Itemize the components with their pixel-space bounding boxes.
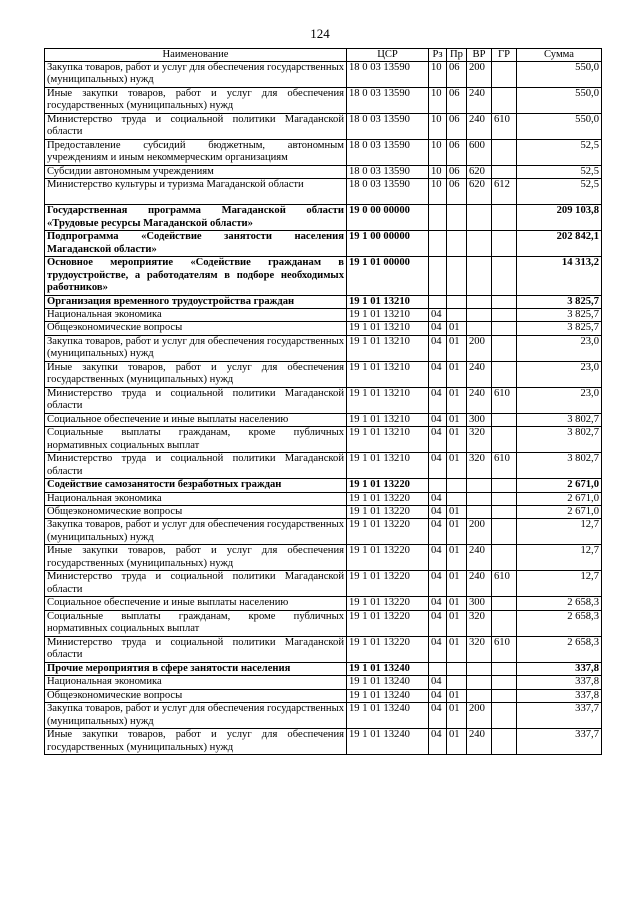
- cell-gr: 610: [492, 453, 517, 479]
- cell-sum: 337,8: [517, 689, 602, 702]
- cell-sum: 2 671,0: [517, 479, 602, 492]
- cell-pr: 01: [447, 335, 467, 361]
- cell-vr: [467, 506, 492, 519]
- cell-gr: [492, 140, 517, 166]
- cell-gr: [492, 88, 517, 114]
- cell-csr: 19 1 01 13210: [347, 295, 429, 308]
- cell-sum: 12,7: [517, 519, 602, 545]
- cell-sum: 2 658,3: [517, 610, 602, 636]
- cell-rz: 04: [429, 676, 447, 689]
- cell-gr: [492, 492, 517, 505]
- cell-pr: 01: [447, 322, 467, 335]
- cell-csr: 19 1 01 13210: [347, 453, 429, 479]
- table-row: [45, 309, 602, 322]
- cell-csr: 18 0 03 13590: [347, 88, 429, 114]
- cell-name: Министерство труда и социальной политики Магаданской области: [45, 571, 347, 597]
- table-row: [45, 387, 602, 413]
- cell-sum: 202 842,1: [517, 231, 602, 257]
- page-number: 124: [310, 26, 330, 41]
- cell-name: Закупка товаров, работ и услуг для обеспечения государственных (муниципальных) нужд: [45, 62, 347, 88]
- cell-gr: 610: [492, 636, 517, 662]
- cell-vr: 240: [467, 387, 492, 413]
- cell-vr: 240: [467, 545, 492, 571]
- cell-vr: 320: [467, 636, 492, 662]
- cell-name: Общеэкономические вопросы: [45, 322, 347, 335]
- cell-rz: 10: [429, 88, 447, 114]
- cell-name: Закупка товаров, работ и услуг для обеспечения государственных (муниципальных) нужд: [45, 519, 347, 545]
- table-row: [45, 545, 602, 571]
- header-rz: Рз: [429, 49, 447, 62]
- cell-csr: 19 1 01 13210: [347, 322, 429, 335]
- cell-vr: 600: [467, 140, 492, 166]
- cell-sum: 2 671,0: [517, 492, 602, 505]
- cell-name: Закупка товаров, работ и услуг для обеспечения государственных (муниципальных) нужд: [45, 335, 347, 361]
- cell-gr: [492, 413, 517, 426]
- cell-sum: 14 313,2: [517, 257, 602, 295]
- cell-rz: [429, 231, 447, 257]
- cell-rz: [429, 257, 447, 295]
- cell-name: Министерство труда и социальной политики Магаданской области: [45, 636, 347, 662]
- cell-csr: 19 1 01 13210: [347, 309, 429, 322]
- cell-gr: 610: [492, 114, 517, 140]
- cell-name: Социальные выплаты гражданам, кроме публичных нормативных социальных выплат: [45, 427, 347, 453]
- cell-name: Основное мероприятие «Содействие гражданам в трудоустройстве, а работодателям в подборе необходимых работников»: [45, 257, 347, 295]
- cell-rz: 04: [429, 492, 447, 505]
- cell-rz: [429, 205, 447, 231]
- table-row: [45, 114, 602, 140]
- cell-vr: 320: [467, 427, 492, 453]
- table-row: [45, 571, 602, 597]
- cell-sum: 23,0: [517, 361, 602, 387]
- cell-rz: 04: [429, 689, 447, 702]
- cell-pr: [447, 205, 467, 231]
- table-header-row: [45, 49, 602, 62]
- cell-name: Иные закупки товаров, работ и услуг для обеспечения государственных (муниципальных) нужд: [45, 545, 347, 571]
- cell-gr: [492, 610, 517, 636]
- cell-csr: 19 1 01 13240: [347, 676, 429, 689]
- cell-gr: [492, 703, 517, 729]
- header-name: Наименование: [45, 49, 347, 62]
- cell-name: Министерство труда и социальной политики Магаданской области: [45, 453, 347, 479]
- cell-pr: 01: [447, 427, 467, 453]
- cell-rz: 04: [429, 545, 447, 571]
- cell-gr: 612: [492, 179, 517, 205]
- cell-vr: 300: [467, 413, 492, 426]
- cell-sum: 337,7: [517, 703, 602, 729]
- cell-sum: 209 103,8: [517, 205, 602, 231]
- cell-sum: 2 658,3: [517, 597, 602, 610]
- cell-gr: [492, 322, 517, 335]
- header-gr: ГР: [492, 49, 517, 62]
- table-row: [45, 231, 602, 257]
- cell-pr: 06: [447, 114, 467, 140]
- header-sum: Сумма: [517, 49, 602, 62]
- cell-gr: 610: [492, 571, 517, 597]
- cell-pr: 01: [447, 729, 467, 755]
- cell-csr: 19 1 01 13220: [347, 506, 429, 519]
- cell-sum: 337,7: [517, 729, 602, 755]
- cell-sum: 2 671,0: [517, 506, 602, 519]
- cell-name: Социальные выплаты гражданам, кроме публичных нормативных социальных выплат: [45, 610, 347, 636]
- cell-rz: 04: [429, 387, 447, 413]
- cell-csr: 19 1 01 13210: [347, 387, 429, 413]
- table-row: [45, 361, 602, 387]
- cell-vr: [467, 309, 492, 322]
- cell-pr: 01: [447, 571, 467, 597]
- table-row: [45, 205, 602, 231]
- cell-pr: [447, 257, 467, 295]
- cell-name: Общеэкономические вопросы: [45, 689, 347, 702]
- cell-rz: 04: [429, 729, 447, 755]
- cell-vr: 200: [467, 519, 492, 545]
- cell-name: Национальная экономика: [45, 676, 347, 689]
- cell-sum: 3 825,7: [517, 295, 602, 308]
- cell-vr: 320: [467, 453, 492, 479]
- cell-name: Иные закупки товаров, работ и услуг для обеспечения государственных (муниципальных) нужд: [45, 361, 347, 387]
- cell-csr: 19 0 00 00000: [347, 205, 429, 231]
- cell-name: Национальная экономика: [45, 309, 347, 322]
- cell-vr: 620: [467, 166, 492, 179]
- table-row: [45, 413, 602, 426]
- cell-gr: [492, 257, 517, 295]
- header-pr: Пр: [447, 49, 467, 62]
- header-csr: ЦСР: [347, 49, 429, 62]
- cell-vr: 240: [467, 88, 492, 114]
- cell-sum: 3 802,7: [517, 453, 602, 479]
- cell-rz: 04: [429, 703, 447, 729]
- cell-gr: [492, 427, 517, 453]
- cell-rz: 04: [429, 636, 447, 662]
- cell-gr: 610: [492, 387, 517, 413]
- cell-vr: [467, 205, 492, 231]
- cell-pr: [447, 295, 467, 308]
- cell-pr: 06: [447, 88, 467, 114]
- cell-pr: [447, 662, 467, 675]
- cell-vr: 240: [467, 114, 492, 140]
- cell-sum: 337,8: [517, 662, 602, 675]
- cell-sum: 12,7: [517, 545, 602, 571]
- table-row: [45, 166, 602, 179]
- cell-rz: 04: [429, 506, 447, 519]
- cell-rz: [429, 479, 447, 492]
- cell-gr: [492, 676, 517, 689]
- cell-gr: [492, 479, 517, 492]
- cell-gr: [492, 506, 517, 519]
- cell-name: Министерство труда и социальной политики Магаданской области: [45, 387, 347, 413]
- cell-vr: [467, 676, 492, 689]
- cell-gr: [492, 729, 517, 755]
- cell-pr: [447, 309, 467, 322]
- cell-gr: [492, 597, 517, 610]
- cell-rz: [429, 662, 447, 675]
- cell-gr: [492, 166, 517, 179]
- cell-sum: 23,0: [517, 335, 602, 361]
- cell-pr: 01: [447, 519, 467, 545]
- cell-sum: 52,5: [517, 179, 602, 205]
- cell-csr: 19 1 01 13240: [347, 729, 429, 755]
- cell-vr: 620: [467, 179, 492, 205]
- table-row: [45, 479, 602, 492]
- cell-csr: 19 1 01 13220: [347, 636, 429, 662]
- cell-csr: 19 1 01 13220: [347, 545, 429, 571]
- cell-vr: [467, 492, 492, 505]
- cell-csr: 19 1 01 13220: [347, 610, 429, 636]
- cell-pr: 01: [447, 413, 467, 426]
- cell-vr: 200: [467, 62, 492, 88]
- table-row: [45, 703, 602, 729]
- cell-csr: 19 1 01 13220: [347, 479, 429, 492]
- cell-sum: 2 658,3: [517, 636, 602, 662]
- cell-name: Государственная программа Магаданской области «Трудовые ресурсы Магаданской области»: [45, 205, 347, 231]
- cell-sum: 52,5: [517, 140, 602, 166]
- table-row: [45, 689, 602, 702]
- cell-sum: 550,0: [517, 114, 602, 140]
- cell-rz: 04: [429, 361, 447, 387]
- cell-csr: 18 0 03 13590: [347, 140, 429, 166]
- cell-name: Национальная экономика: [45, 492, 347, 505]
- cell-vr: 200: [467, 703, 492, 729]
- cell-pr: 06: [447, 179, 467, 205]
- cell-pr: 06: [447, 140, 467, 166]
- cell-rz: [429, 295, 447, 308]
- table-row: [45, 257, 602, 295]
- table-row: [45, 295, 602, 308]
- table-row: [45, 636, 602, 662]
- table-row: [45, 662, 602, 675]
- cell-sum: 12,7: [517, 571, 602, 597]
- cell-name: Иные закупки товаров, работ и услуг для обеспечения государственных (муниципальных) нужд: [45, 729, 347, 755]
- cell-pr: 01: [447, 545, 467, 571]
- cell-csr: 19 1 00 00000: [347, 231, 429, 257]
- cell-rz: 04: [429, 519, 447, 545]
- table-row: [45, 492, 602, 505]
- cell-csr: 19 1 01 13240: [347, 689, 429, 702]
- cell-vr: [467, 689, 492, 702]
- cell-csr: 19 1 01 13220: [347, 492, 429, 505]
- cell-rz: 10: [429, 179, 447, 205]
- cell-gr: [492, 62, 517, 88]
- cell-rz: 04: [429, 309, 447, 322]
- table-row: [45, 597, 602, 610]
- cell-pr: 01: [447, 361, 467, 387]
- cell-csr: 18 0 03 13590: [347, 179, 429, 205]
- cell-sum: 550,0: [517, 88, 602, 114]
- cell-name: Подпрограмма «Содействие занятости населения Магаданской области»: [45, 231, 347, 257]
- header-vr: ВР: [467, 49, 492, 62]
- cell-rz: 04: [429, 322, 447, 335]
- cell-gr: [492, 231, 517, 257]
- table-row: [45, 335, 602, 361]
- cell-pr: 01: [447, 610, 467, 636]
- budget-table: [44, 48, 602, 755]
- cell-gr: [492, 335, 517, 361]
- cell-csr: 18 0 03 13590: [347, 114, 429, 140]
- cell-vr: 300: [467, 597, 492, 610]
- cell-csr: 19 1 01 13220: [347, 571, 429, 597]
- cell-csr: 19 1 01 13220: [347, 597, 429, 610]
- cell-name: Содействие самозанятости безработных граждан: [45, 479, 347, 492]
- cell-gr: [492, 295, 517, 308]
- cell-name: Закупка товаров, работ и услуг для обеспечения государственных (муниципальных) нужд: [45, 703, 347, 729]
- cell-csr: 19 1 01 00000: [347, 257, 429, 295]
- cell-name: Организация временного трудоустройства граждан: [45, 295, 347, 308]
- cell-pr: [447, 492, 467, 505]
- cell-sum: 52,5: [517, 166, 602, 179]
- cell-pr: 01: [447, 689, 467, 702]
- table-row: [45, 519, 602, 545]
- cell-gr: [492, 361, 517, 387]
- cell-sum: 3 825,7: [517, 322, 602, 335]
- cell-sum: 3 825,7: [517, 309, 602, 322]
- table-row: [45, 453, 602, 479]
- cell-vr: [467, 662, 492, 675]
- cell-pr: 06: [447, 62, 467, 88]
- cell-rz: 04: [429, 610, 447, 636]
- table-row: [45, 610, 602, 636]
- cell-rz: 10: [429, 140, 447, 166]
- cell-pr: 01: [447, 636, 467, 662]
- cell-name: Министерство культуры и туризма Магаданской области: [45, 179, 347, 205]
- cell-gr: [492, 689, 517, 702]
- cell-csr: 19 1 01 13240: [347, 703, 429, 729]
- cell-vr: 240: [467, 361, 492, 387]
- cell-pr: 01: [447, 703, 467, 729]
- table-row: [45, 427, 602, 453]
- cell-gr: [492, 205, 517, 231]
- cell-pr: 06: [447, 166, 467, 179]
- cell-vr: [467, 257, 492, 295]
- cell-sum: 3 802,7: [517, 427, 602, 453]
- cell-rz: 10: [429, 166, 447, 179]
- table-row: [45, 506, 602, 519]
- cell-vr: 240: [467, 729, 492, 755]
- cell-csr: 19 1 01 13210: [347, 413, 429, 426]
- cell-name: Общеэкономические вопросы: [45, 506, 347, 519]
- cell-name: Социальное обеспечение и иные выплаты населению: [45, 413, 347, 426]
- cell-rz: 04: [429, 453, 447, 479]
- cell-rz: 10: [429, 62, 447, 88]
- cell-vr: 320: [467, 610, 492, 636]
- cell-vr: [467, 322, 492, 335]
- cell-csr: 19 1 01 13210: [347, 427, 429, 453]
- cell-name: Предоставление субсидий бюджетным, автономным учреждениям и иным некоммерческим организациям: [45, 140, 347, 166]
- cell-name: Субсидии автономным учреждениям: [45, 166, 347, 179]
- cell-rz: 10: [429, 114, 447, 140]
- cell-pr: [447, 676, 467, 689]
- cell-pr: 01: [447, 453, 467, 479]
- cell-rz: 04: [429, 413, 447, 426]
- cell-gr: [492, 309, 517, 322]
- table-row: [45, 322, 602, 335]
- table-row: [45, 676, 602, 689]
- cell-vr: 240: [467, 571, 492, 597]
- cell-rz: 04: [429, 427, 447, 453]
- cell-pr: 01: [447, 387, 467, 413]
- table-row: [45, 140, 602, 166]
- cell-rz: 04: [429, 597, 447, 610]
- cell-csr: 18 0 03 13590: [347, 166, 429, 179]
- table-row: [45, 88, 602, 114]
- cell-pr: 01: [447, 597, 467, 610]
- cell-pr: [447, 231, 467, 257]
- cell-name: Иные закупки товаров, работ и услуг для обеспечения государственных (муниципальных) нужд: [45, 88, 347, 114]
- cell-sum: 550,0: [517, 62, 602, 88]
- cell-rz: 04: [429, 571, 447, 597]
- cell-vr: [467, 231, 492, 257]
- cell-name: Социальное обеспечение и иные выплаты населению: [45, 597, 347, 610]
- table-row: [45, 179, 602, 205]
- cell-sum: 3 802,7: [517, 413, 602, 426]
- table-row: [45, 729, 602, 755]
- cell-sum: 337,8: [517, 676, 602, 689]
- cell-csr: 19 1 01 13220: [347, 519, 429, 545]
- cell-name: Министерство труда и социальной политики Магаданской области: [45, 114, 347, 140]
- cell-pr: 01: [447, 506, 467, 519]
- cell-rz: 04: [429, 335, 447, 361]
- cell-pr: [447, 479, 467, 492]
- cell-gr: [492, 662, 517, 675]
- cell-csr: 18 0 03 13590: [347, 62, 429, 88]
- cell-vr: 200: [467, 335, 492, 361]
- cell-name: Прочие мероприятия в сфере занятости населения: [45, 662, 347, 675]
- cell-gr: [492, 519, 517, 545]
- cell-vr: [467, 479, 492, 492]
- cell-sum: 23,0: [517, 387, 602, 413]
- cell-gr: [492, 545, 517, 571]
- cell-csr: 19 1 01 13210: [347, 361, 429, 387]
- cell-csr: 19 1 01 13240: [347, 662, 429, 675]
- cell-csr: 19 1 01 13210: [347, 335, 429, 361]
- table-row: [45, 62, 602, 88]
- cell-vr: [467, 295, 492, 308]
- table-body: [45, 62, 602, 755]
